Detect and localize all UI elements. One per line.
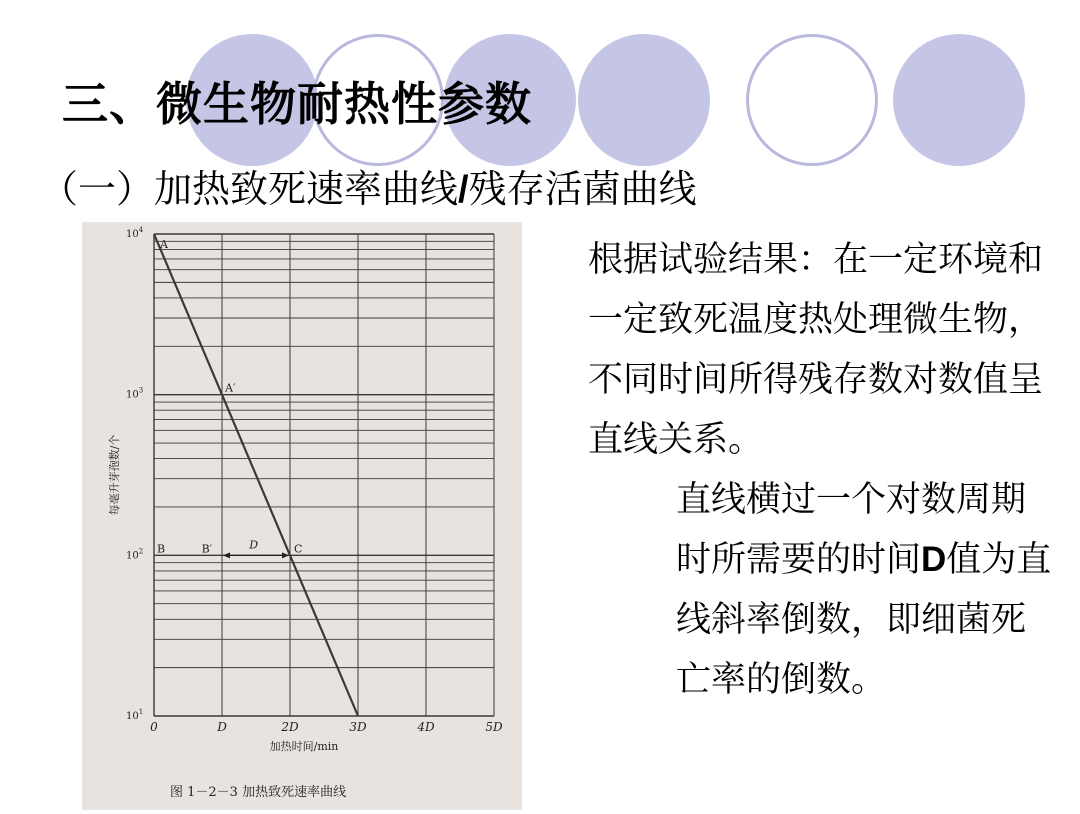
subtitle-slash: / [458, 169, 469, 211]
body-paragraph-1: 根据试验结果：在一定环境和一定致死温度热处理微生物，不同时间所得残存数对数值呈直线关系。 [588, 240, 1044, 460]
slide-subtitle [40, 158, 697, 213]
point-label-a: A [160, 238, 168, 251]
dimension-label-d: D [249, 538, 259, 552]
decor-circle-5 [746, 34, 878, 166]
x-tick-label: 5D [485, 720, 503, 734]
y-tick-label: $10^4$ [126, 226, 144, 240]
decor-circle-4 [578, 34, 710, 166]
decor-circle-6 [893, 34, 1025, 166]
subtitle-prefix: （一）加热致死速率曲线 [40, 167, 459, 211]
point-label-c: C [294, 542, 303, 556]
dimension-arrow-head-left [223, 552, 230, 558]
slide-title: 三、微生物耐热性参数 [62, 77, 532, 131]
chart-svg [82, 222, 522, 810]
y-tick-exponent: 3 [138, 386, 144, 395]
x-tick-label: D [217, 720, 227, 734]
y-axis-label: 每毫升芽孢数/个 [108, 434, 121, 516]
point-label-b: B [157, 542, 166, 556]
x-axis-label: 加热时间/min [269, 740, 339, 753]
body-text [588, 230, 1058, 710]
body-paragraph-2-after: 值为直线斜率倒数，即细菌死亡率的倒数。 [676, 540, 1052, 700]
y-tick-label: $10^3$ [126, 386, 144, 401]
x-tick-label: 2D [281, 720, 299, 734]
y-tick-exponent: 1 [138, 708, 144, 716]
x-tick-label: 4D [417, 720, 435, 734]
figure-caption: 图 1－2－3 加热致死速率曲线 [170, 785, 347, 800]
subtitle-suffix: 残存活菌曲线 [468, 167, 697, 211]
x-tick-label: 3D [349, 720, 367, 734]
body-paragraph-2-bold: D [921, 540, 947, 579]
body-paragraph-2-before: 直线横过一个对数周期时所需要的时间 [676, 480, 1027, 580]
body-paragraph-2 [588, 470, 1058, 710]
y-tick-exponent: 2 [138, 547, 144, 556]
y-tick-label: $10^2$ [126, 547, 144, 562]
y-tick-label: $10^1$ [126, 708, 144, 722]
point-label-b-prime: B′ [201, 542, 213, 556]
y-tick-exponent: 4 [138, 226, 144, 234]
point-label-a-prime: A′ [225, 381, 236, 395]
x-tick-label: 0 [150, 720, 158, 734]
chart-figure [82, 222, 522, 810]
series-line [154, 234, 358, 716]
